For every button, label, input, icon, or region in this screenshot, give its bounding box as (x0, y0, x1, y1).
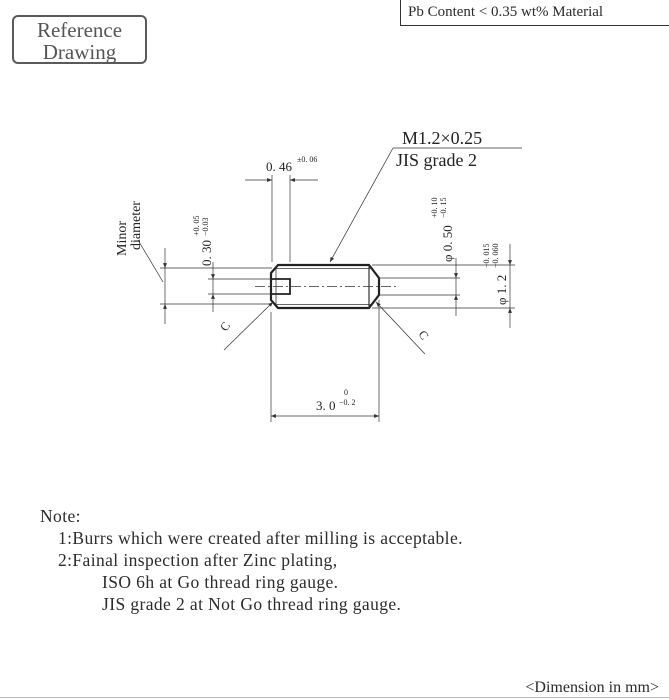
chamfer-right-label: C (415, 327, 432, 343)
length-tol-upper: 0 (344, 388, 348, 397)
chamfer-left-label: C (216, 319, 234, 334)
length-value: 3. 0 (316, 398, 336, 413)
major-diameter-tol-upper: −0. 015 (482, 243, 491, 268)
slot-depth-value: 0. 30 (199, 240, 214, 266)
thread-grade-label: JIS grade 2 (396, 150, 477, 170)
length-tol-lower: −0. 2 (339, 398, 356, 407)
note-item-2: 2:Fainal inspection after Zinc plating, (58, 550, 338, 570)
major-diameter-tol-lower: −0. 060 (491, 243, 500, 268)
point-diameter-tol-upper: +0. 10 (430, 197, 439, 218)
reference-line-2: Drawing (42, 40, 117, 64)
point-diameter-value: φ 0. 50 (440, 225, 455, 262)
notes-heading: Note: (40, 506, 81, 526)
dimension-unit-label: <Dimension in mm> (525, 679, 659, 696)
minor-diameter-label-2: diameter (129, 201, 144, 250)
minor-diameter-label-1: Minor (115, 221, 130, 256)
slot-depth-tol-upper: +0. 05 (192, 215, 201, 236)
slot-width-tol: ±0. 06 (297, 155, 318, 164)
bottom-border (0, 697, 669, 698)
thread-spec-label: M1.2×0.25 (402, 128, 483, 148)
slot-depth-tol-lower: −0.03 (201, 217, 210, 236)
note-sub-item-2: JIS grade 2 at Not Go thread ring gauge. (102, 594, 402, 614)
slot-width-value: 0. 46 (266, 159, 292, 174)
point-diameter-tol-lower: −0. 15 (439, 197, 448, 218)
major-diameter-value: φ 1. 2 (494, 274, 509, 305)
reference-line-1: Reference (36, 18, 123, 42)
material-note: Pb Content < 0.35 wt% Material (400, 0, 669, 26)
note-sub-item-1: ISO 6h at Go thread ring gauge. (102, 572, 339, 592)
note-item-1: 1:Burrs which were created after milling is acceptable. (58, 528, 463, 548)
